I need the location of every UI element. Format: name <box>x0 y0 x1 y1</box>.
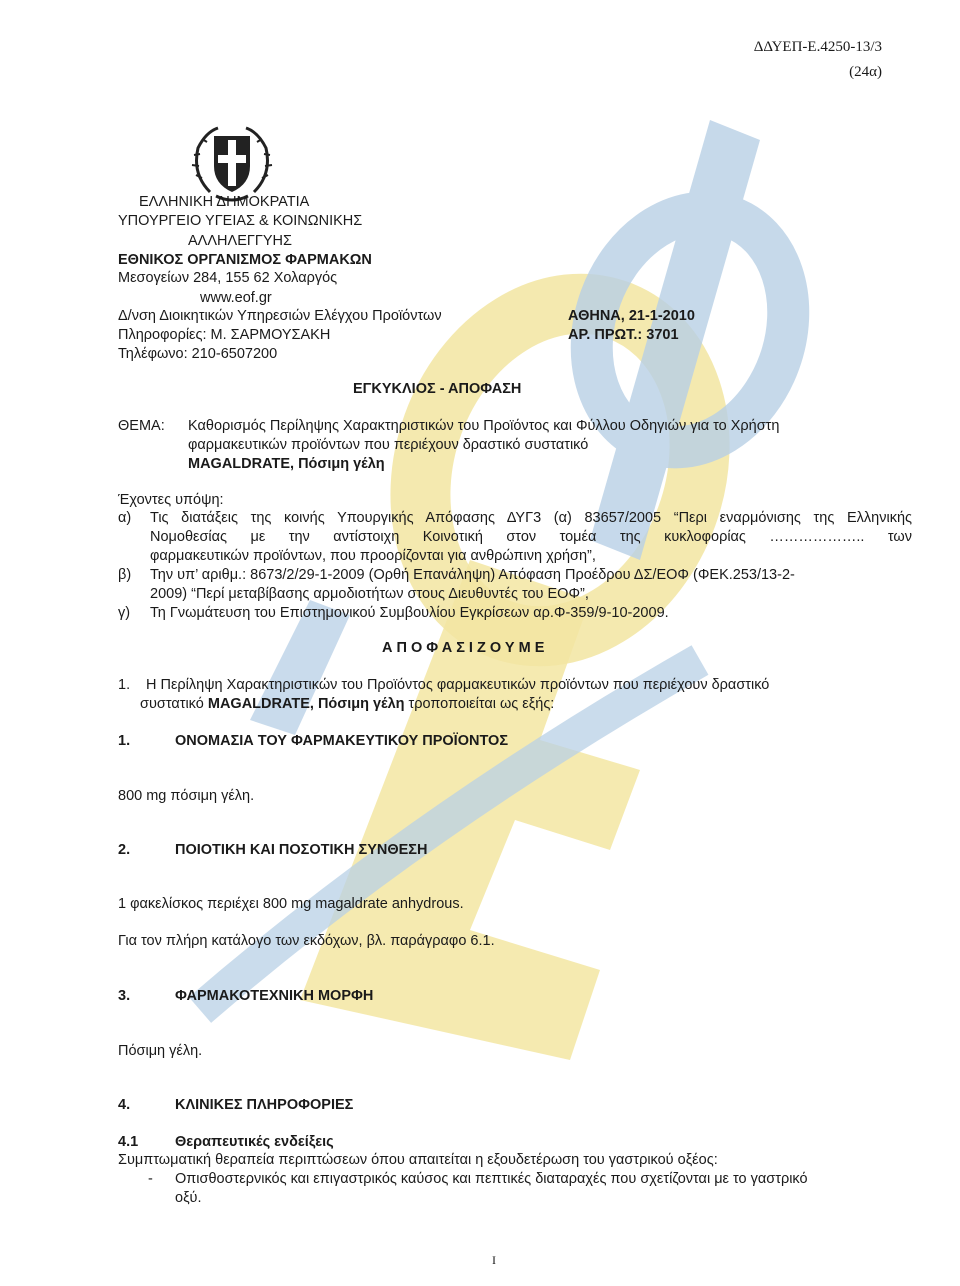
item-b-line-1: Την υπ’ αριθμ.: 8673/2/29-1-2009 (Ορθή Επανάληψη) Απόφαση Προέδρου ΔΣ/ΕΟΦ (ΦΕΚ.253/13-2- <box>150 567 795 583</box>
header-address: Μεσογείων 284, 155 62 Χολαργός <box>118 270 338 286</box>
section-2-title: ΠΟΙΟΤΙΚΗ ΚΑΙ ΠΟΣΟΤΙΚΗ ΣΥΝΘΕΣΗ <box>175 842 428 858</box>
para-1-line-2-pre: συστατικό <box>140 696 208 712</box>
para-1-line-1: Η Περίληψη Χαρακτηριστικών του Προϊόντος φαρμακευτικών προϊόντων που περιέχουν δραστικό <box>146 677 770 693</box>
item-a-line-1: Τις διατάξεις της κοινής Υπουργικής Απόφασης ΔΥΓ3 (α) 83657/2005 “Περι εναρμόνισης της Ελληνικής <box>150 510 912 526</box>
item-a-line-2: Νομοθεσίας με την αντίστοιχη Κοινοτική στον τομέα της κυκλοφορίας ……………….. των <box>150 529 912 545</box>
bullet-line-2: οξύ. <box>175 1190 202 1206</box>
subject-label: ΘΕΜΑ: <box>118 418 165 434</box>
header-organization: ΕΘΝΙΚΟΣ ΟΡΓΑΝΙΣΜΟΣ ΦΑΡΜΑΚΩΝ <box>118 252 372 268</box>
section-2-number: 2. <box>118 842 131 858</box>
item-a-line-3: φαρμακευτικών προϊόντων, που προορίζονται για ανθρώπινη χρήση”, <box>150 548 596 564</box>
document-title: ΕΓΚΥΚΛΙΟΣ - ΑΠΟΦΑΣΗ <box>353 381 522 397</box>
document-reference: ΔΔΥΕΠ-Ε.4250-13/3 <box>753 39 882 55</box>
greek-coat-of-arms-icon <box>188 122 276 204</box>
para-1-number: 1. <box>118 677 131 693</box>
item-a-label: α) <box>118 510 132 526</box>
item-c-line-1: Τη Γνωμάτευση του Επιστημονικού Συμβουλίου Εγκρίσεων αρ.Φ-359/9-10-2009. <box>150 605 669 621</box>
header-ministry-cont: ΑΛΛΗΛΕΓΓΥΗΣ <box>188 233 292 249</box>
header-phone: Τηλέφωνο: 210-6507200 <box>118 346 278 362</box>
section-4-number: 4. <box>118 1097 131 1113</box>
section-4-1-text: Συμπτωματική θεραπεία περιπτώσεων όπου απαιτείται η εξουδετέρωση του γαστρικού οξέος: <box>118 1152 718 1168</box>
header-ministry: ΥΠΟΥΡΓΕΙΟ ΥΓΕΙΑΣ & ΚΟΙΝΩΝΙΚΗΣ <box>118 213 363 229</box>
section-2-text-1: 1 φακελίσκος περιέχει 800 mg magaldrate anhydrous. <box>118 896 464 912</box>
section-2-text-2: Για τον πλήρη κατάλογο των εκδόχων, βλ. παράγραφο 6.1. <box>118 933 495 949</box>
subject-product: MAGALDRATE, Πόσιμη γέλη <box>188 456 385 472</box>
bullet-marker: - <box>148 1171 153 1187</box>
item-b-label: β) <box>118 567 132 583</box>
subject-line-1: Καθορισμός Περίληψης Χαρακτηριστικών του Προϊόντος και Φύλλου Οδηγιών για το Χρήστη <box>188 418 780 434</box>
para-1-line-2 <box>140 696 554 712</box>
para-1-line-2-post: τροποποιείται ως εξής: <box>404 696 555 712</box>
para-1-product: MAGALDRATE, Πόσιμη γέλη <box>207 696 405 712</box>
header-website: www.eof.gr <box>200 290 272 306</box>
subject-line-2: φαρμακευτικών προϊόντων που περιέχουν δραστικό συστατικό <box>188 437 589 453</box>
header-republic: ΕΛΛΗΝΙΚΗ ΔΗΜΟΚΡΑΤΙΑ <box>139 194 310 210</box>
item-c-label: γ) <box>118 605 131 621</box>
page-tag: (24α) <box>849 64 882 80</box>
considering-intro: Έχοντες υπόψη: <box>118 492 224 508</box>
protocol-number: ΑΡ. ΠΡΩΤ.: 3701 <box>568 327 679 343</box>
section-1-title: ΟΝΟΜΑΣΙΑ ΤΟΥ ΦΑΡΜΑΚΕΥΤΙΚΟΥ ΠΡΟΪΟΝΤΟΣ <box>175 733 509 749</box>
section-1-text: 800 mg πόσιμη γέλη. <box>118 788 255 804</box>
section-3-number: 3. <box>118 988 131 1004</box>
section-1-number: 1. <box>118 733 131 749</box>
item-b-line-2: 2009) “Περί μεταβίβασης αρμοδιοτήτων στους Διευθυντές του ΕΟΦ”, <box>150 586 589 602</box>
section-3-text: Πόσιμη γέλη. <box>118 1043 203 1059</box>
section-3-title: ΦΑΡΜΑΚΟΤΕΧΝΙΚΗ ΜΟΡΦΗ <box>175 988 374 1004</box>
decision-heading: Α Π Ο Φ Α Σ Ι Ζ Ο Υ Μ Ε <box>382 640 545 656</box>
section-4-1-title: Θεραπευτικές ενδείξεις <box>175 1134 334 1150</box>
section-4-1-number: 4.1 <box>118 1134 139 1150</box>
header-department: Δ/νση Διοικητικών Υπηρεσιών Ελέγχου Προϊόντων <box>118 308 442 324</box>
header-contact-person: Πληροφορίες: Μ. ΣΑΡΜΟΥΣΑΚΗ <box>118 327 331 343</box>
section-4-title: ΚΛΙΝΙΚΕΣ ΠΛΗΡΟΦΟΡΙΕΣ <box>175 1097 354 1113</box>
date-line: ΑΘΗΝΑ, 21-1-2010 <box>568 308 695 324</box>
footer-page-mark: I <box>492 1253 496 1267</box>
bullet-line-1: Οπισθοστερνικός και επιγαστρικός καύσος και πεπτικές διαταραχές που σχετίζονται με το γαστρικό <box>175 1171 808 1187</box>
